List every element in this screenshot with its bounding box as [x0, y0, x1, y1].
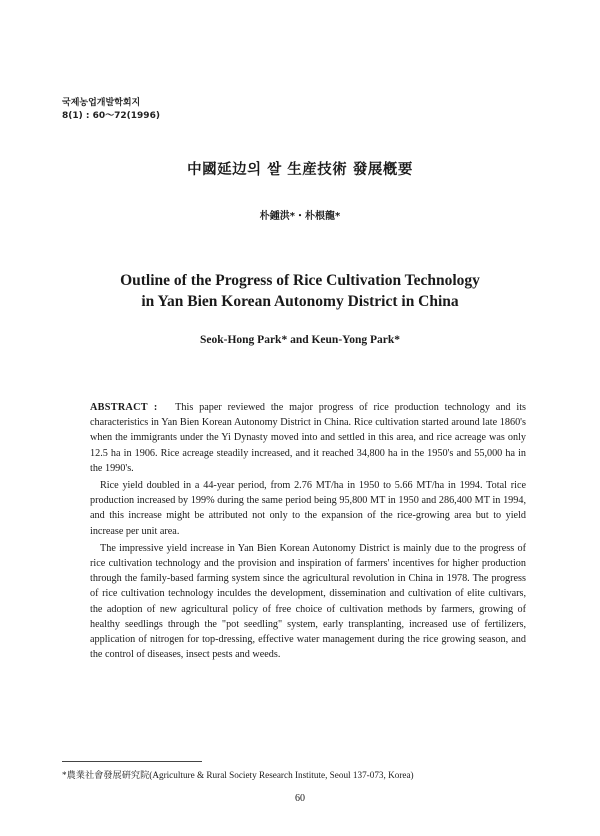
author-affiliation-footnote: *農業社會發展硏究院(Agriculture & Rural Society Research Institute, Seoul 137-073, Korea) [62, 770, 414, 780]
korean-authors: 朴鍾洪*・朴根龍* [259, 211, 341, 222]
english-title [0, 270, 600, 312]
abstract-label: ABSTRACT : [90, 402, 158, 413]
english-title-line2: in Yan Bien Korean Autonomy District in China [141, 293, 459, 310]
journal-name: 국제농업개발학회지 [62, 98, 141, 108]
footnote-divider [62, 761, 202, 762]
english-title-line1: Outline of the Progress of Rice Cultivation Technology [120, 272, 480, 289]
abstract [90, 400, 526, 664]
abstract-paragraph-3: The impressive yield increase in Yan Bien Korean Autonomy District is mainly due to the progress of rice cultivation technology and the provision and inspiration of farmers' incentives for higher production through the family-based farming system since the agricultural revolution in China in 1978. The progress of rice cultivation technology inculdes the development, dissemination and cultivation of elite cultivars, the adoption of new agricultural policy of free choice of cultivation methods by farmers, growing of healthy seedlings through the "pot seedling" system, early transplanting, increased use of fertilizers, application of nitrogen for top-dressing, effective water management during the rice growing season, and the control of diseases, insect pests and weeds. [90, 542, 526, 661]
journal-header [62, 97, 160, 123]
abstract-text-1: This paper reviewed the major progress of rice production technology and its characteristics in Yan Bien Korean Autonomy District in China. Rice cultivation started around late 1860's when the immigrants under the Yi Dynasty moved into and settled in this area, and rice acreage was only 12.5 ha in 1906. Rice acreage steadily increased, and it reached 34,800 ha in the 1950's and 55,000 ha in the 1990's. [90, 402, 527, 474]
english-authors: Seok-Hong Park* and Keun-Yong Park* [199, 334, 400, 346]
journal-volume-pages: 8(1) : 60～72(1996) [62, 111, 160, 121]
page-number: 60 [295, 793, 305, 804]
abstract-paragraph-2: Rice yield doubled in a 44-year period, from 2.76 MT/ha in 1950 to 5.66 MT/ha in 1994. Total rice production increased by 199% during the same period being 95,800 MT in 1950 and 286,400 MT in 1994, and this increase might be attributed not only to the expansion of the rice-growing area but to yield increase per unit area. [90, 480, 526, 537]
korean-title: 中國延边의 쌀 生産技術 發展槪要 [187, 162, 413, 178]
abstract-paragraph-1 [90, 400, 526, 476]
